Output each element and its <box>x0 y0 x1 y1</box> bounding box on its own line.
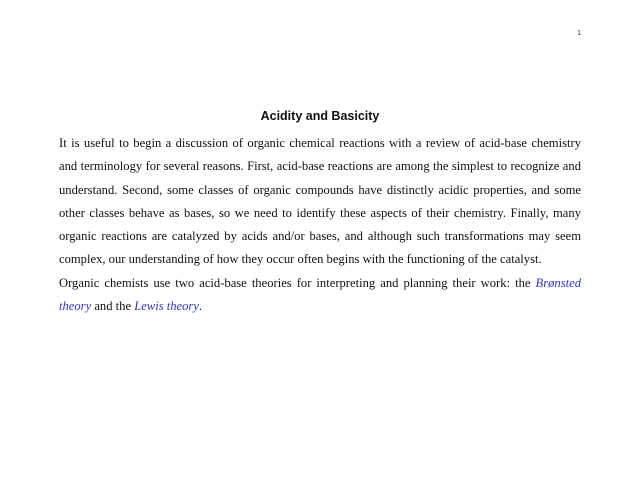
lewis-theory-link[interactable]: Lewis theory <box>134 299 199 314</box>
paragraph-theories <box>59 272 581 319</box>
page-number: 1 <box>577 30 581 37</box>
paragraph-theories-middle: and the <box>91 299 135 314</box>
paragraph-intro: It is useful to begin a discussion of organic chemical reactions with a review of acid-base chemistry and terminology for several reasons. First, acid-base reactions are among the simplest to recognize and understand. Second, some classes of organic compounds have distinctly acidic properties, and some other classes behave as bases, so we need to identify these aspects of their chemistry. Finally, many organic reactions are catalyzed by acids and/or bases, and although such transformations may seem complex, our understanding of how they occur often begins with the functioning of the catalyst. <box>59 136 581 267</box>
document-body <box>59 132 581 318</box>
paragraph-theories-intro: Organic chemists use two acid-base theories for interpreting and planning their work: the <box>59 275 536 290</box>
bronsted-theory-link[interactable]: Brønsted theory <box>59 275 581 314</box>
paragraph-theories-end: . <box>198 299 203 314</box>
document-title: Acidity and Basicity <box>260 109 380 123</box>
